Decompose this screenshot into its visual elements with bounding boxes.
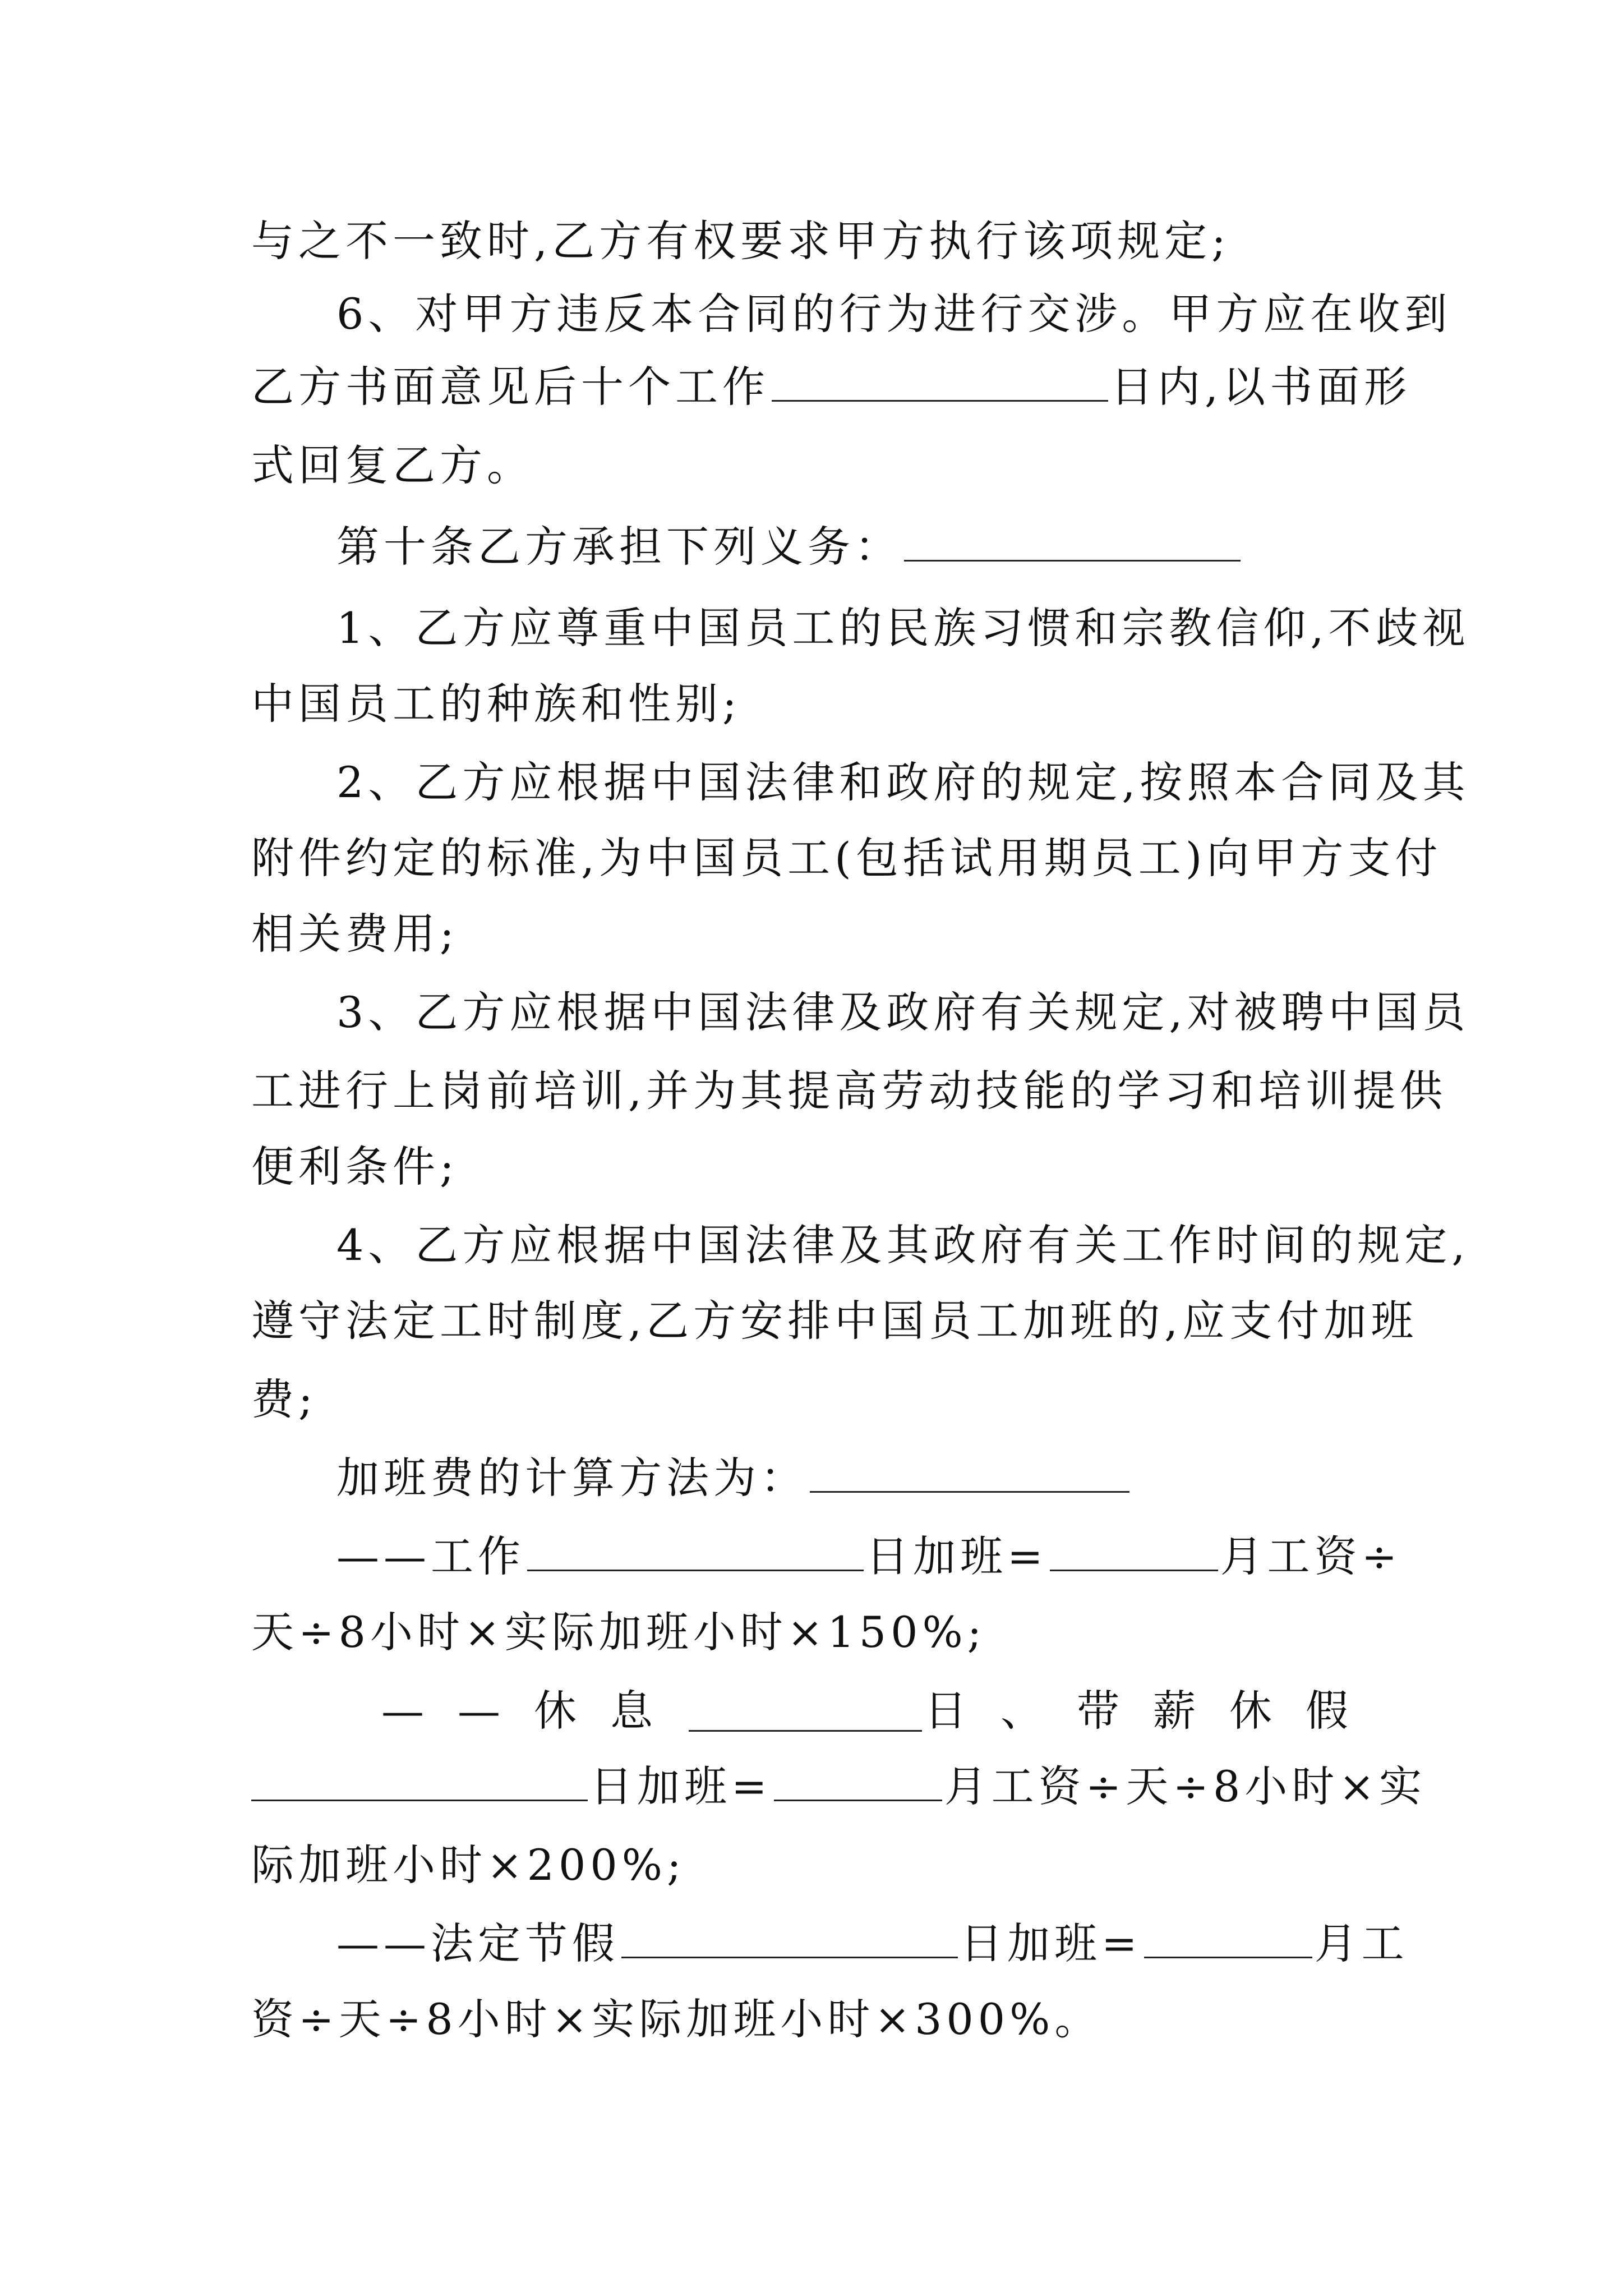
line-text: ——休息 — [381, 1686, 686, 1736]
line-text: 日加班= — [590, 1761, 772, 1811]
line-text: 2、乙方应根据中国法律和政府的规定,按照本合同及其 — [336, 757, 1470, 807]
text-line — [251, 1439, 1382, 1517]
text-line — [251, 348, 1412, 426]
text-line — [251, 1672, 1382, 1750]
line-text: ——工作 — [336, 1531, 525, 1581]
fill-blank[interactable] — [251, 1760, 588, 1801]
text-line — [251, 1282, 1418, 1360]
text-line — [251, 973, 1470, 1052]
document-page — [251, 0, 1470, 2296]
line-text: 际加班小时×200%; — [251, 1840, 686, 1890]
text-line — [251, 426, 1382, 505]
line-text: 相关费用; — [251, 909, 459, 959]
line-text: 月工 — [1314, 1918, 1409, 1968]
fill-blank[interactable] — [904, 521, 1241, 562]
text-line — [251, 508, 1382, 586]
line-text: 与之不一致时,乙方有权要求甲方执行该项规定; — [251, 216, 1230, 266]
line-text: 日、带薪休假 — [924, 1686, 1382, 1736]
line-text: 附件约定的标准,为中国员工(包括试用期员工)向甲方支付 — [251, 833, 1442, 883]
text-line — [251, 589, 1470, 668]
line-text: 月工资÷ — [1220, 1531, 1402, 1581]
line-text: 日加班= — [866, 1531, 1048, 1581]
line-text: 1、乙方应尊重中国员工的民族习惯和宗教信仰,不歧视 — [336, 603, 1470, 653]
line-text: 第十条乙方承担下列义务： — [336, 522, 902, 572]
text-line — [251, 1980, 1382, 2059]
fill-blank[interactable] — [1050, 1530, 1218, 1571]
line-text: 月工资÷天÷8小时×实 — [944, 1761, 1427, 1811]
line-text: 中国员工的种族和性别; — [251, 679, 741, 729]
text-line — [251, 665, 1382, 743]
fill-blank[interactable] — [689, 1691, 922, 1732]
text-line — [251, 819, 1442, 898]
line-text: 费; — [251, 1374, 317, 1424]
fill-blank[interactable] — [810, 1452, 1129, 1493]
text-line — [251, 1052, 1447, 1130]
line-text: 便利条件; — [251, 1142, 459, 1191]
line-text: 6、对甲方违反本合同的行为进行交涉。甲方应在收到 — [336, 289, 1452, 339]
line-text: 乙方书面意见后十个工作 — [251, 362, 769, 412]
text-line — [251, 1826, 1382, 1904]
text-line — [251, 202, 1382, 280]
fill-blank[interactable] — [621, 1917, 958, 1958]
text-line — [251, 895, 1382, 973]
line-text: 加班费的计算方法为： — [336, 1453, 808, 1503]
text-line — [251, 1128, 1382, 1206]
text-line — [251, 1747, 1427, 1826]
fill-blank[interactable] — [1144, 1917, 1312, 1958]
line-text: 日内,以书面形 — [1110, 362, 1412, 412]
text-line — [251, 1593, 1382, 1672]
text-line — [251, 1360, 1382, 1439]
line-text: 日加班= — [960, 1918, 1142, 1968]
line-text: 遵守法定工时制度,乙方安排中国员工加班的,应支付加班 — [251, 1296, 1418, 1346]
line-text: 式回复乙方。 — [251, 440, 534, 490]
text-line — [251, 1206, 1470, 1285]
line-text: 资÷天÷8小时×实际加班小时×300%。 — [251, 1994, 1102, 2044]
text-line — [251, 1517, 1402, 1596]
text-line — [251, 1904, 1409, 1983]
fill-blank[interactable] — [527, 1530, 864, 1571]
text-line — [251, 743, 1470, 822]
text-line — [251, 275, 1452, 353]
line-text: 4、乙方应根据中国法律及其政府有关工作时间的规定, — [336, 1220, 1470, 1270]
fill-blank[interactable] — [772, 361, 1108, 402]
fill-blank[interactable] — [774, 1760, 942, 1801]
line-text: ——法定节假 — [336, 1918, 619, 1968]
line-text: 3、乙方应根据中国法律及政府有关规定,对被聘中国员 — [336, 987, 1470, 1037]
line-text: 工进行上岗前培训,并为其提高劳动技能的学习和培训提供 — [251, 1066, 1447, 1116]
line-text: 天÷8小时×实际加班小时×150%; — [251, 1607, 986, 1657]
